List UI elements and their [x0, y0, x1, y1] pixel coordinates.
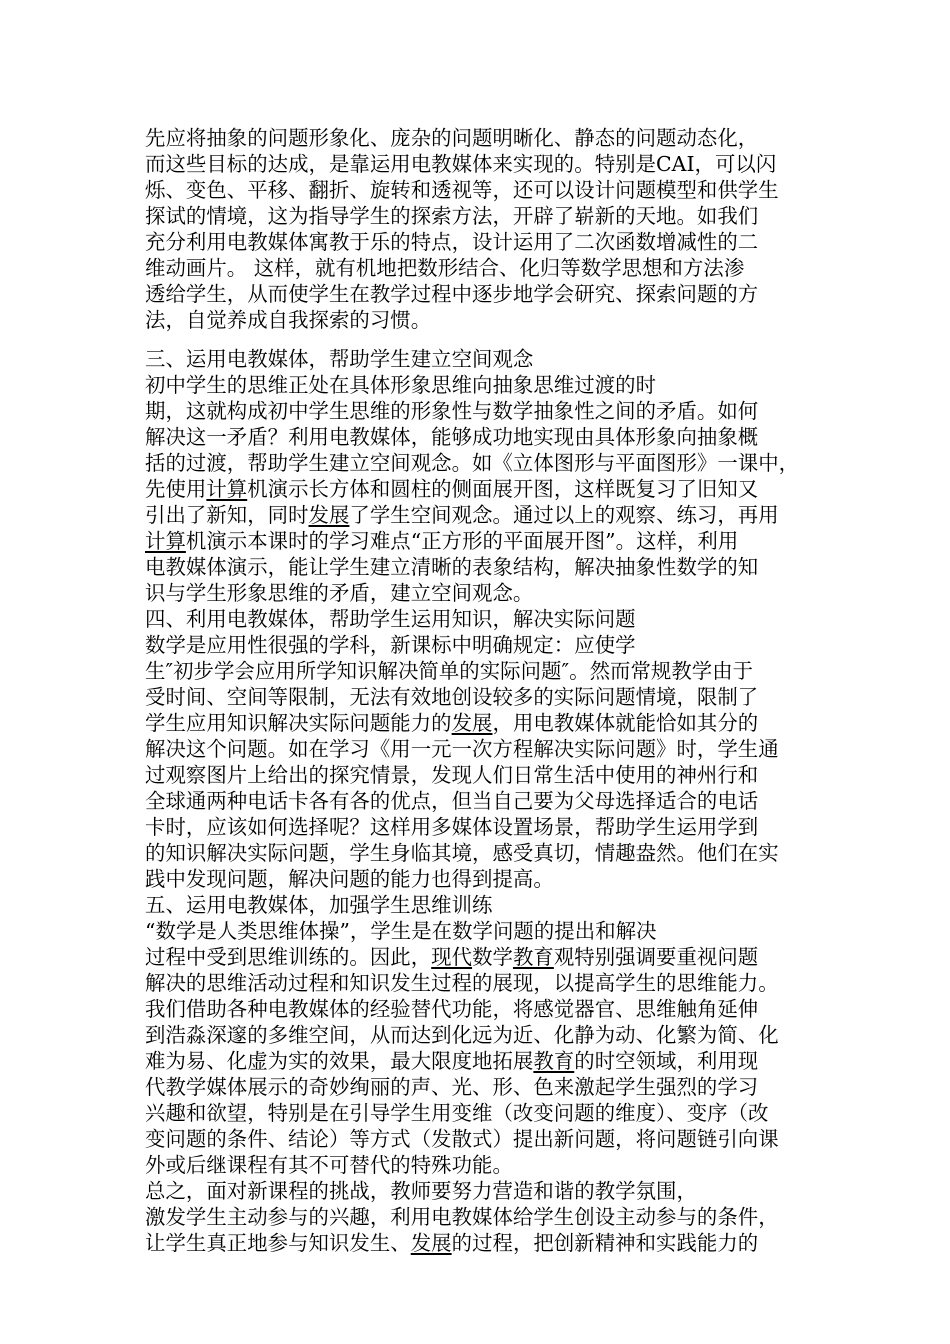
paragraph-line: 践中发现问题，解决问题的能力也得到提高。 — [145, 867, 554, 891]
paragraph-line: 代教学媒体展示的奇妙绚丽的声、光、形、色来激起学生强烈的学习 — [145, 1075, 759, 1099]
inline-link[interactable]: 发展 — [308, 503, 350, 527]
inline-link[interactable]: 发展 — [410, 1231, 452, 1255]
paragraph-line: 总之，面对新课程的挑战，教师要努力营造和谐的教学氛围， — [145, 1179, 697, 1203]
paragraph-line: 的知识解决实际问题，学生身临其境，感受真切，情趣盎然。他们在实 — [145, 841, 779, 865]
inline-link[interactable]: 计算 — [145, 529, 186, 553]
paragraph-line: 让学生真正地参与知识发生、发展的过程，把创新精神和实践能力的 — [145, 1231, 759, 1255]
paragraph-line: 初中学生的思维正处在具体形象思维向抽象思维过渡的时 — [145, 373, 657, 397]
paragraph-line: 难为易、化虚为实的效果，最大限度地拓展教育的时空领域，利用现 — [145, 1049, 759, 1073]
paragraph-line: 过程中受到思维训练的。因此，现代数学教育观特别强调要重视问题 — [145, 945, 759, 969]
paragraph-line: 而这些目标的达成，是靠运用电教媒体来实现的。特别是CAI，可以闪 — [145, 152, 777, 176]
inline-link[interactable]: 教育 — [533, 1049, 575, 1073]
paragraph-line: 探试的情境，这为指导学生的探索方法，开辟了崭新的天地。如我们 — [145, 204, 759, 228]
paragraph-line: 烁、变色、平移、翻折、旋转和透视等，还可以设计问题模型和供学生 — [145, 178, 779, 202]
paragraph-line: 解决的思维活动过程和知识发生过程的展现，以提高学生的思维能力。 — [145, 971, 779, 995]
paragraph-line: 先应将抽象的问题形象化、庞杂的问题明晰化、静态的问题动态化， — [145, 126, 759, 150]
inline-link[interactable]: 计算 — [206, 477, 248, 501]
paragraph-line: 括的过渡，帮助学生建立空间观念。如《立体图形与平面图形》一课中， — [145, 451, 800, 475]
paragraph-line: 解决这一矛盾？利用电教媒体，能够成功地实现由具体形象向抽象概 — [145, 425, 759, 449]
paragraph-line: 透给学生，从而使学生在教学过程中逐步地学会研究、探索问题的方 — [145, 282, 759, 306]
paragraph-line: 过观察图片上给出的探究情景，发现人们日常生活中使用的神州行和 — [145, 763, 759, 787]
paragraph-line: 电教媒体演示，能让学生建立清晰的表象结构，解决抽象性数学的知 — [145, 555, 759, 579]
paragraph-line: 维动画片。 这样，就有机地把数形结合、化归等数学思想和方法渗 — [145, 256, 745, 280]
paragraph-line: 生″初步学会应用所学知识解决简单的实际问题″。然而常规教学由于 — [145, 659, 754, 683]
paragraph-line: 到浩淼深邃的多维空间，从而达到化远为近、化静为动、化繁为简、化 — [145, 1023, 779, 1047]
paragraph-line: 受时间、空间等限制，无法有效地创设较多的实际问题情境，限制了 — [145, 685, 759, 709]
paragraph-line: 充分利用电教媒体寓教于乐的特点，设计运用了二次函数增减性的二 — [145, 230, 759, 254]
paragraph-line: 解决这个问题。如在学习《用一元一次方程解决实际问题》时，学生通 — [145, 737, 779, 761]
inline-link[interactable]: 现代 — [431, 945, 473, 969]
paragraph-line: 法，自觉养成自我探索的习惯。 — [145, 308, 432, 332]
paragraph-line: 引出了新知，同时发展了学生空间观念。通过以上的观察、练习，再用 — [145, 503, 779, 527]
section-heading: 四、利用电教媒体，帮助学生运用知识，解决实际问题 — [145, 607, 636, 631]
inline-link[interactable]: 教育 — [512, 945, 554, 969]
paragraph-line: “数学是人类思维体操”，学生是在数学问题的提出和解决 — [145, 919, 657, 943]
paragraph-line: 外或后继课程有其不可替代的特殊功能。 — [145, 1153, 513, 1177]
paragraph-line: 全球通两种电话卡各有各的优点，但当自己要为父母选择适合的电话 — [145, 789, 759, 813]
paragraph-line: 变问题的条件、结论）等方式（发散式）提出新问题，将问题链引向课 — [145, 1127, 779, 1151]
paragraph-line: 兴趣和欲望，特别是在引导学生用变维（改变问题的维度）、变序（改 — [145, 1101, 769, 1125]
paragraph-line: 我们借助各种电教媒体的经验替代功能，将感觉器官、思维触角延伸 — [145, 997, 759, 1021]
paragraph-line: 计算机演示本课时的学习难点“正方形的平面展开图”。这样，利用 — [145, 529, 739, 553]
section-heading: 三、运用电教媒体，帮助学生建立空间观念 — [145, 347, 534, 371]
paragraph-line: 识与学生形象思维的矛盾，建立空间观念。 — [145, 581, 534, 605]
paragraph-line: 激发学生主动参与的兴趣，利用电教媒体给学生创设主动参与的条件， — [145, 1205, 779, 1229]
paragraph-line: 学生应用知识解决实际问题能力的发展，用电教媒体就能恰如其分的 — [145, 711, 759, 735]
section-heading: 五、运用电教媒体，加强学生思维训练 — [145, 893, 493, 917]
paragraph-line: 先使用计算机演示长方体和圆柱的侧面展开图，这样既复习了旧知又 — [145, 477, 759, 501]
paragraph-line: 期，这就构成初中学生思维的形象性与数学抽象性之间的矛盾。如何 — [145, 399, 759, 423]
paragraph-line: 数学是应用性很强的学科，新课标中明确规定：应使学 — [145, 633, 636, 657]
paragraph-line: 卡时，应该如何选择呢？这样用多媒体设置场景，帮助学生运用学到 — [145, 815, 759, 839]
inline-link[interactable]: 发展 — [451, 711, 493, 735]
